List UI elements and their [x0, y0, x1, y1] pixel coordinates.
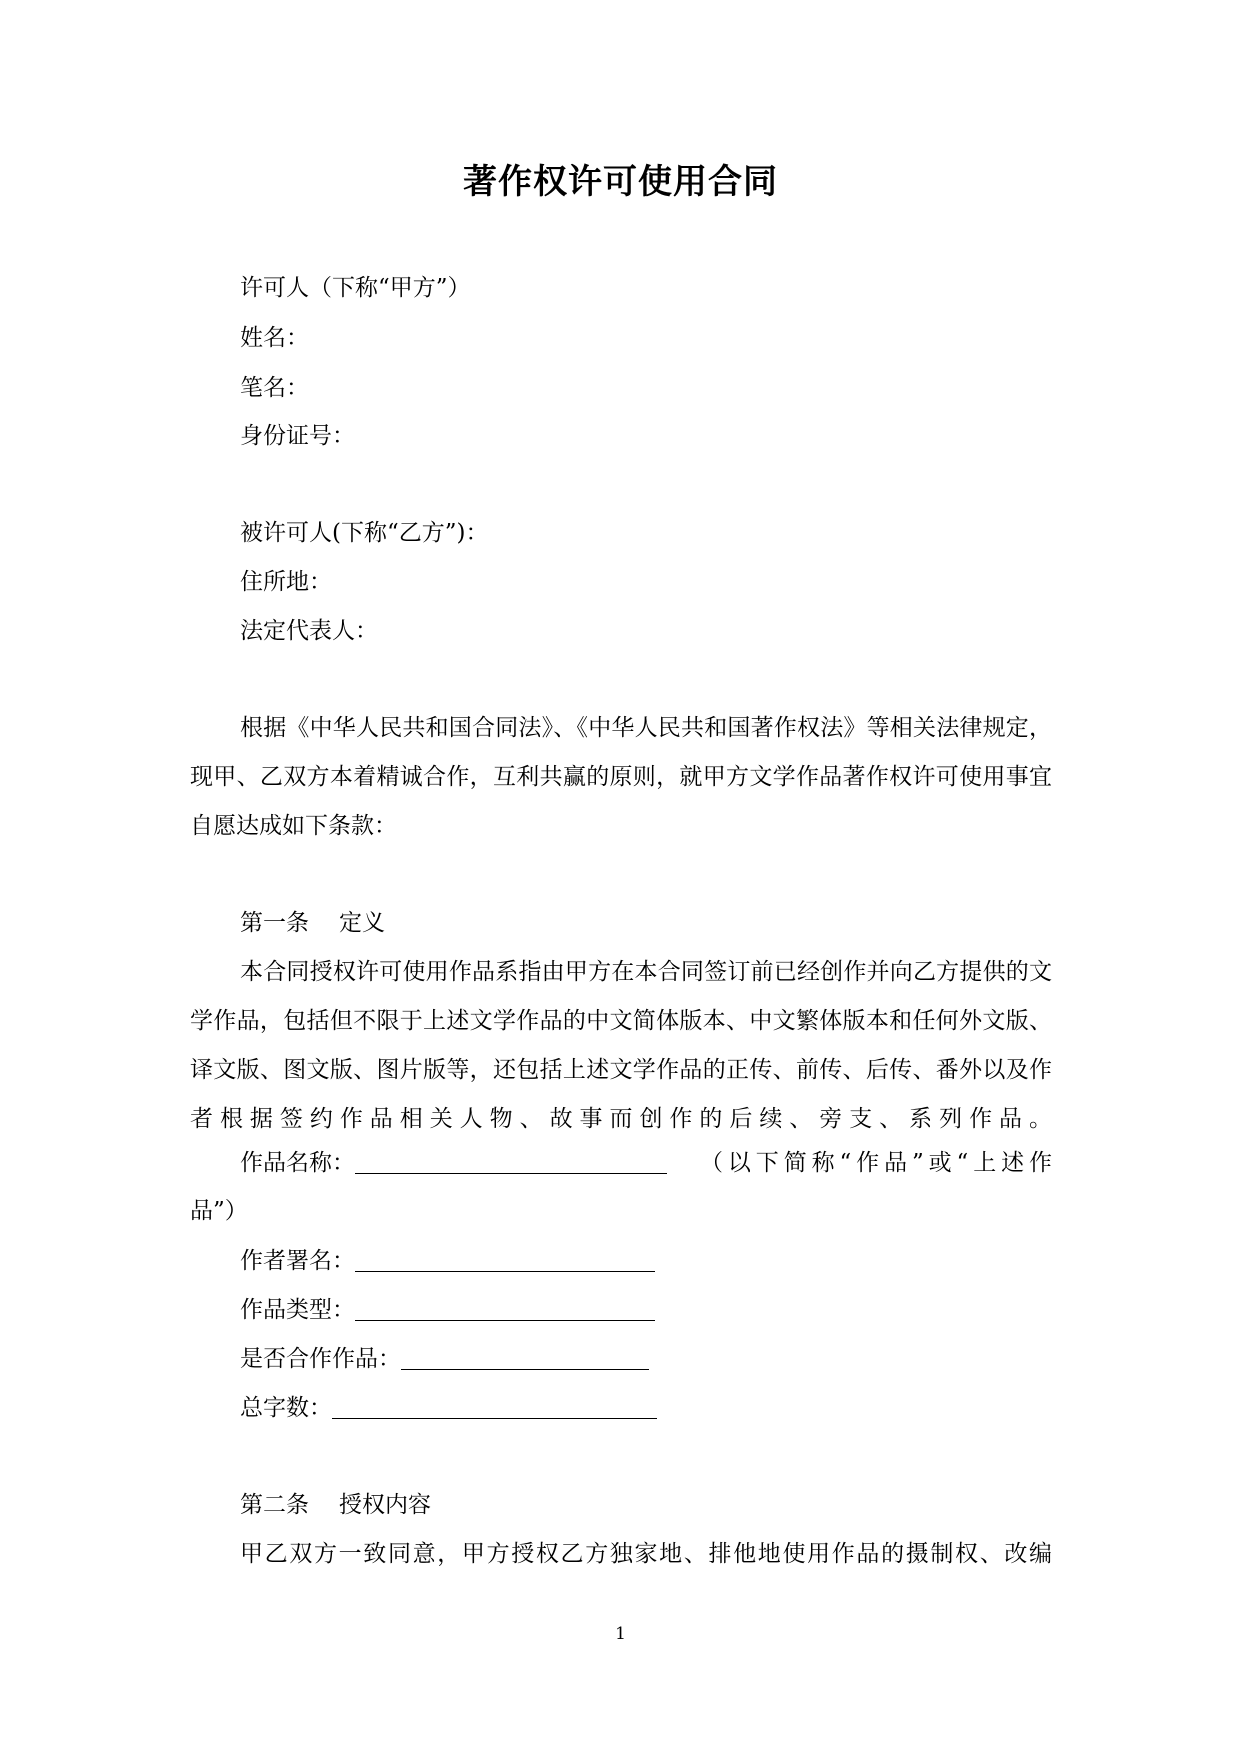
joint-work-blank	[401, 1343, 649, 1370]
author-blank	[355, 1245, 655, 1272]
work-type-blank	[355, 1294, 655, 1321]
page-number: 1	[615, 1624, 626, 1644]
licensor-id-label: 身份证号：	[240, 423, 355, 449]
licensor-name-label: 姓名：	[240, 325, 309, 351]
article1-heading	[240, 905, 385, 941]
work-title-field	[240, 1145, 667, 1181]
work-title-label: 作品名称：	[240, 1150, 355, 1176]
joint-work-label: 是否合作作品：	[240, 1346, 401, 1372]
work-type-label: 作品类型：	[240, 1297, 355, 1323]
work-title-suffix: （以下简称“作品”或“上述作	[700, 1150, 1052, 1176]
article2-title: 授权内容	[339, 1492, 431, 1518]
word-count-blank	[332, 1392, 657, 1419]
preamble-paragraph: 根据《中华人民共和国合同法》、《中华人民共和国著作权法》等相关法律规定，现甲、乙双方本着精诚合作，互利共赢的原则，就甲方文学作品著作权许可使用事宜自愿达成如下条款：	[190, 715, 1052, 839]
work-title-suffix-continued: 品”）	[190, 1198, 248, 1224]
author-field	[240, 1243, 655, 1279]
article1-body: 本合同授权许可使用作品系指由甲方在本合同签订前已经创作并向乙方提供的文学作品，包括但不限于上述文学作品的中文简体版本、中文繁体版本和任何外文版、译文版、图文版、图片版等，还包括上述文学作品的正传、前传、后传、番外以及作者根据签约作品相关人物、故事而创作的后续、旁支、系列作品。	[190, 959, 1052, 1132]
author-label: 作者署名：	[240, 1248, 355, 1274]
work-title-blank	[355, 1147, 667, 1174]
work-type-field	[240, 1292, 655, 1328]
article2-body-start: 甲乙双方一致同意，甲方授权乙方独家地、排他地使用作品的摄制权、改编	[240, 1541, 1052, 1567]
article1-number: 第一条	[240, 910, 309, 936]
licensor-heading: 许可人（下称“甲方”）	[240, 275, 471, 301]
licensee-heading: 被许可人(下称“乙方”)：	[240, 520, 489, 546]
joint-work-field	[240, 1341, 649, 1377]
article2-number: 第二条	[240, 1492, 309, 1518]
word-count-field	[240, 1390, 657, 1426]
word-count-label: 总字数：	[240, 1395, 332, 1421]
article2-heading	[240, 1487, 431, 1523]
licensee-representative-label: 法定代表人：	[240, 618, 378, 644]
document-title: 著作权许可使用合同	[463, 162, 778, 202]
licensor-pen-name-label: 笔名：	[240, 375, 309, 401]
article1-title: 定义	[339, 910, 385, 936]
licensee-address-label: 住所地：	[240, 569, 332, 595]
